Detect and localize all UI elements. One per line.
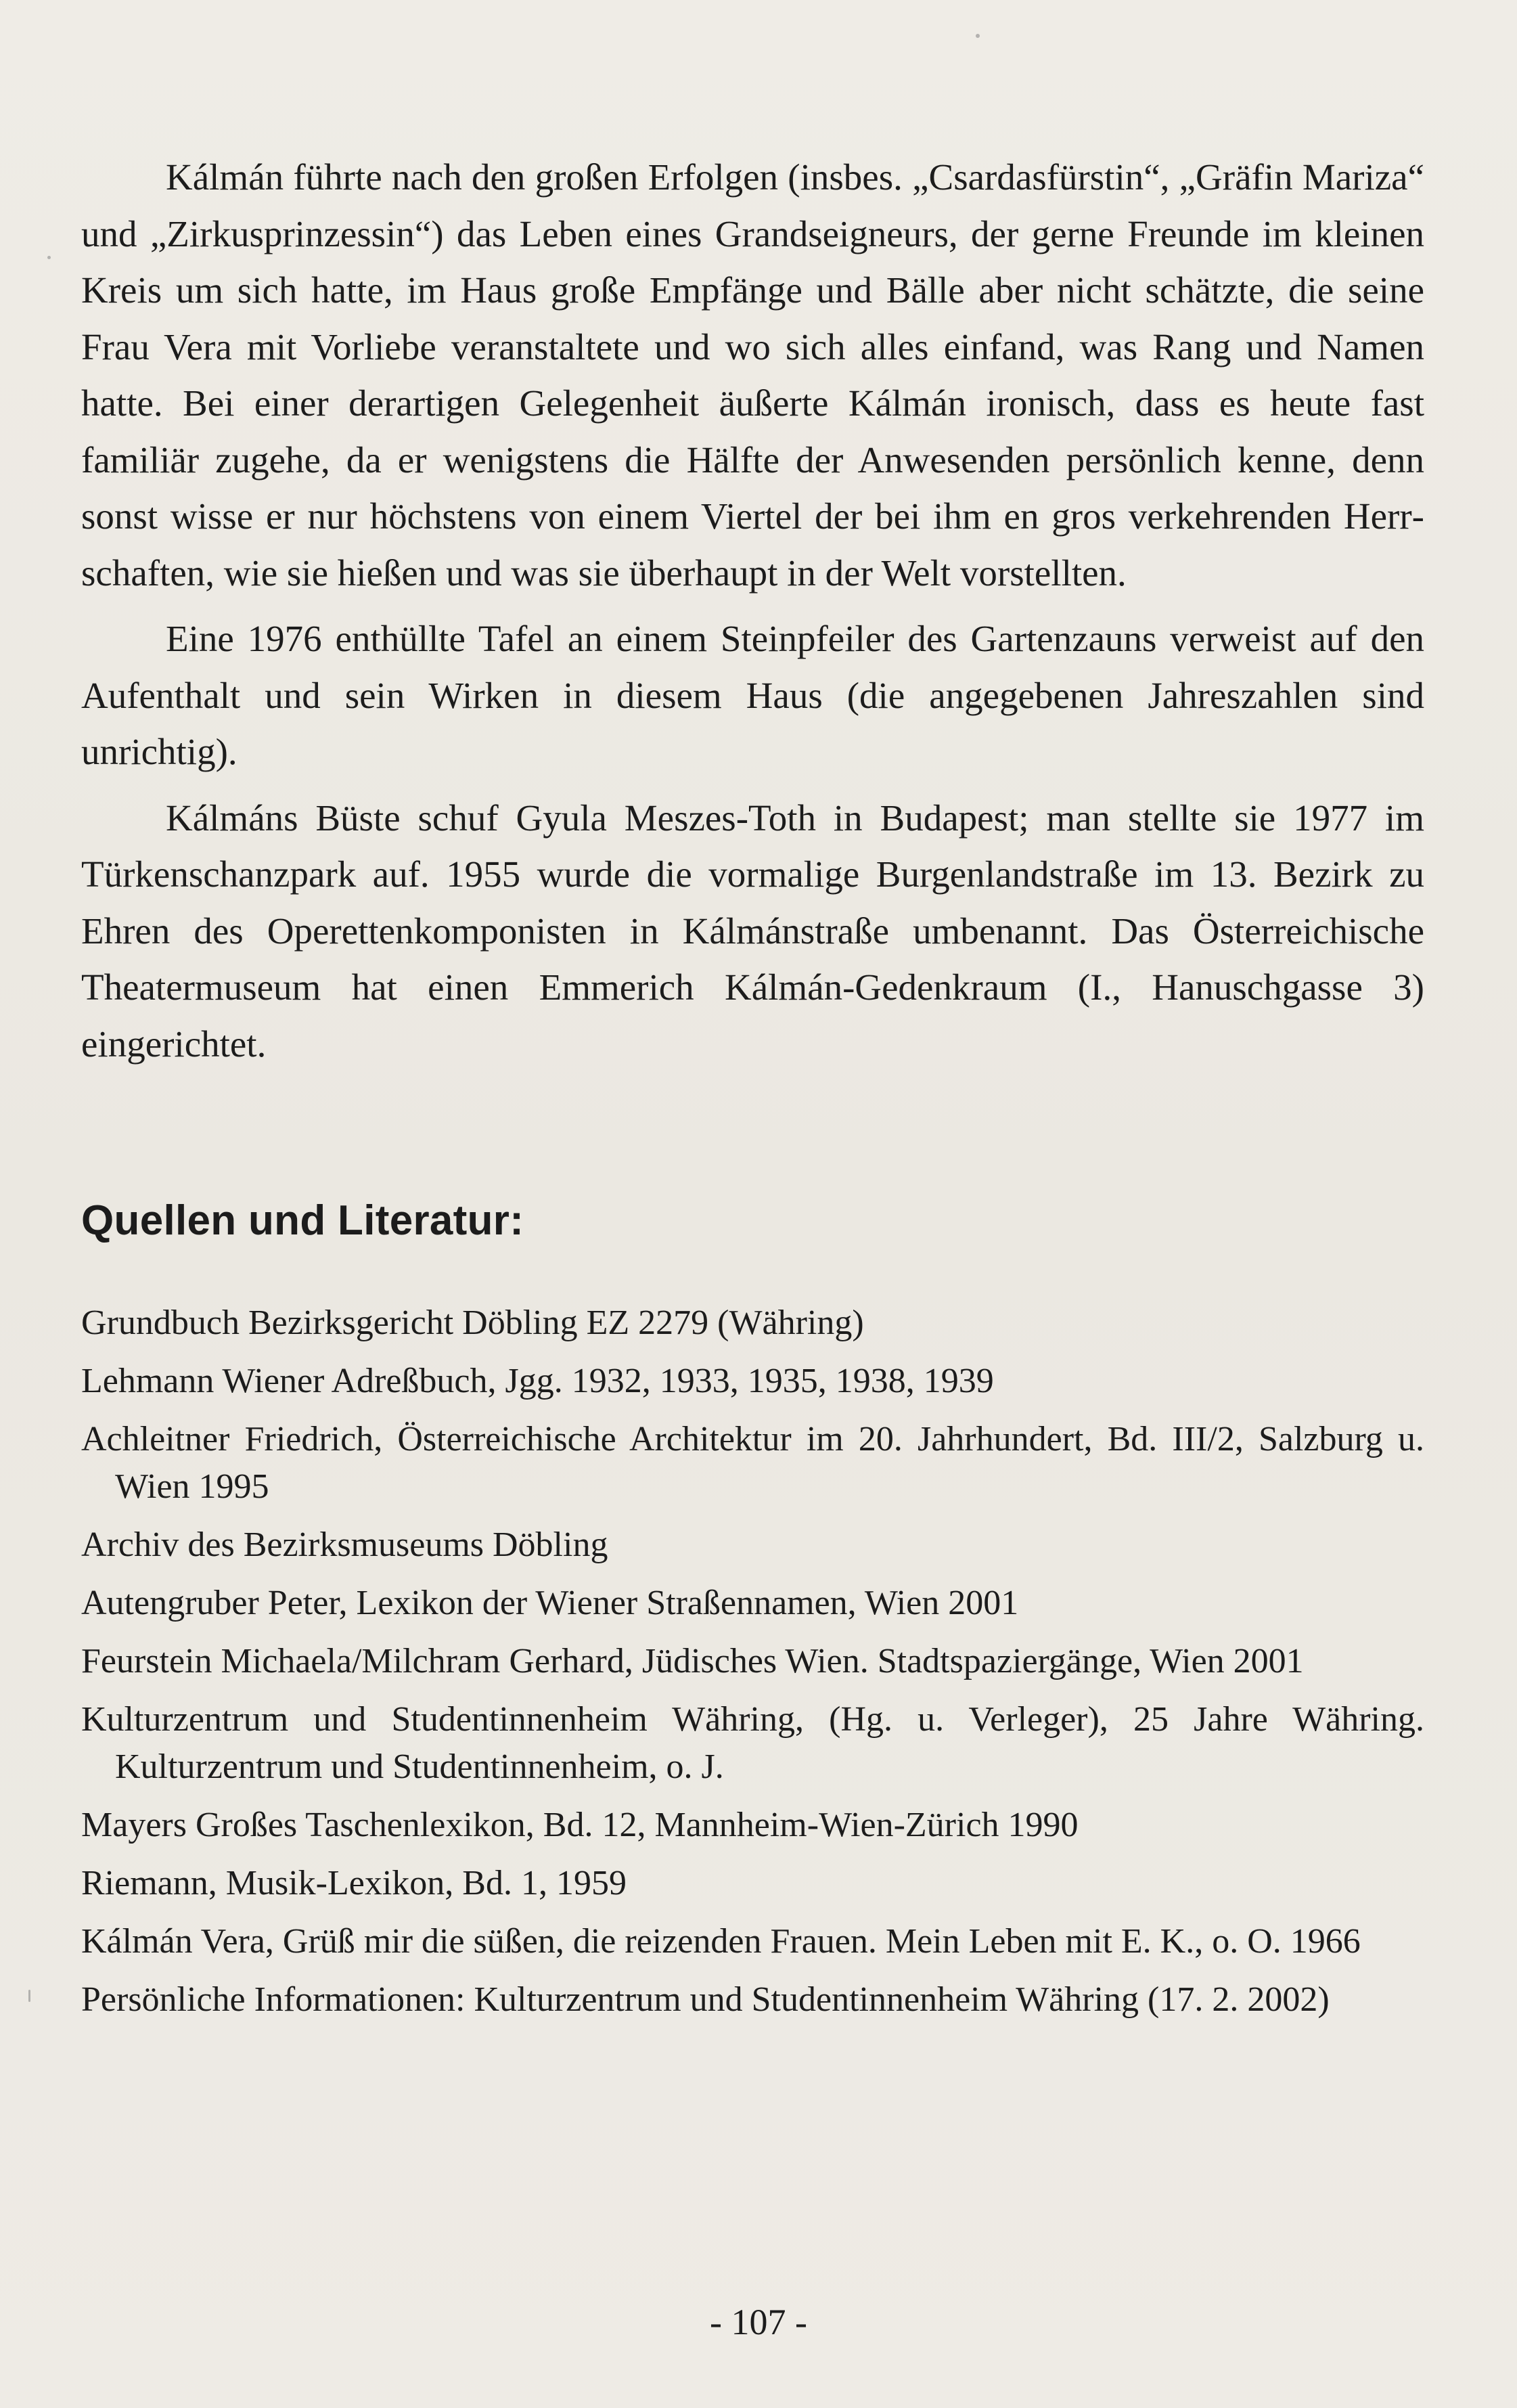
reference-item: Persönliche Informationen: Kulturzentrum und Studentinnenheim Währing (17. 2. 2002): [81, 1980, 1330, 2019]
reference-item: Grundbuch Bezirksgericht Döbling EZ 2279 (Währing): [81, 1303, 864, 1342]
reference-item: Autengruber Peter, Lexikon der Wiener Straßennamen, Wien 2001: [81, 1584, 1019, 1622]
sources-heading: Quellen und Literatur:: [81, 1197, 524, 1244]
reference-item: Mayers Großes Taschenlexikon, Bd. 12, Mannheim-Wien-Zürich 1990: [81, 1806, 1079, 1844]
reference-item: Feurstein Michaela/Milchram Gerhard, Jüdisches Wien. Stadtspaziergänge, Wien 2001: [81, 1642, 1304, 1680]
reference-item: Kálmán Vera, Grüß mir die süßen, die reizenden Frauen. Mein Leben mit E. K., o. O. 1966: [81, 1922, 1361, 1961]
reference-item: Riemann, Musik-Lexikon, Bd. 1, 1959: [81, 1864, 627, 1902]
paper-speck: [47, 256, 51, 259]
reference-item: Lehmann Wiener Adreßbuch, Jgg. 1932, 1933, 1935, 1938, 1939: [81, 1362, 994, 1400]
reference-item: Archiv des Bezirksmuseums Döbling: [81, 1525, 608, 1564]
body-text: [81, 149, 1424, 1072]
reference-list: [81, 1299, 1424, 2034]
paper-speck: [28, 1990, 30, 2002]
paragraph: Kálmáns Büste schuf Gyula Meszes-Toth in Budapest; man stellte sie 1977 im Türkenschanzpark auf. 1955 wurde die vormalige Burgenlandstraße im 13. Bezirk zu Ehren des Operettenkomponisten in Kálmánstraße umbenannt. Das Österreichische Theatermuseum hat einen Emmerich Kálmán-Gedenkraum (I., Hanuschgasse 3) eingerichtet.: [81, 797, 1424, 1065]
paragraph: Kálmán führte nach den großen Erfolgen (insbes. „Csardasfürstin“, „Gräfin Mariza“ und „Zirkusprinzessin“) das Leben eines Grandseigneurs, der gerne Freunde im kleinen Kreis um sich hatte, im Haus große Empfänge und Bälle aber nicht schätzte, die seine Frau Vera mit Vorliebe veranstaltete und wo sich alles einfand, was Rang und Namen hatte. Bei einer derartigen Gelegenheit äußerte Kálmán ironisch, dass es heute fast familiär zugehe, da er wenigstens die Hälfte der Anwesenden persönlich kenne, denn sonst wisse er nur höchstens von einem Viertel der bei ihm en gros verkehrenden Herrschaften, wie sie hießen und was sie überhaupt in der Welt vorstellten.: [81, 156, 1424, 594]
paper-speck: [976, 34, 980, 38]
page-number: - 107 -: [710, 2302, 807, 2342]
paragraph: Eine 1976 enthüllte Tafel an einem Steinpfeiler des Gartenzauns verweist auf den Aufenthalt und sein Wirken in diesem Haus (die angegebenen Jahreszahlen sind unrichtig).: [81, 618, 1424, 772]
reference-item: Achleitner Friedrich, Österreichische Architektur im 20. Jahrhundert, Bd. III/2, Salzburg u. Wien 1995: [81, 1420, 1424, 1506]
reference-item: Kulturzentrum und Studentinnenheim Währing, (Hg. u. Verleger), 25 Jahre Währing. Kulturzentrum und Studentinnenheim, o. J.: [81, 1700, 1424, 1786]
